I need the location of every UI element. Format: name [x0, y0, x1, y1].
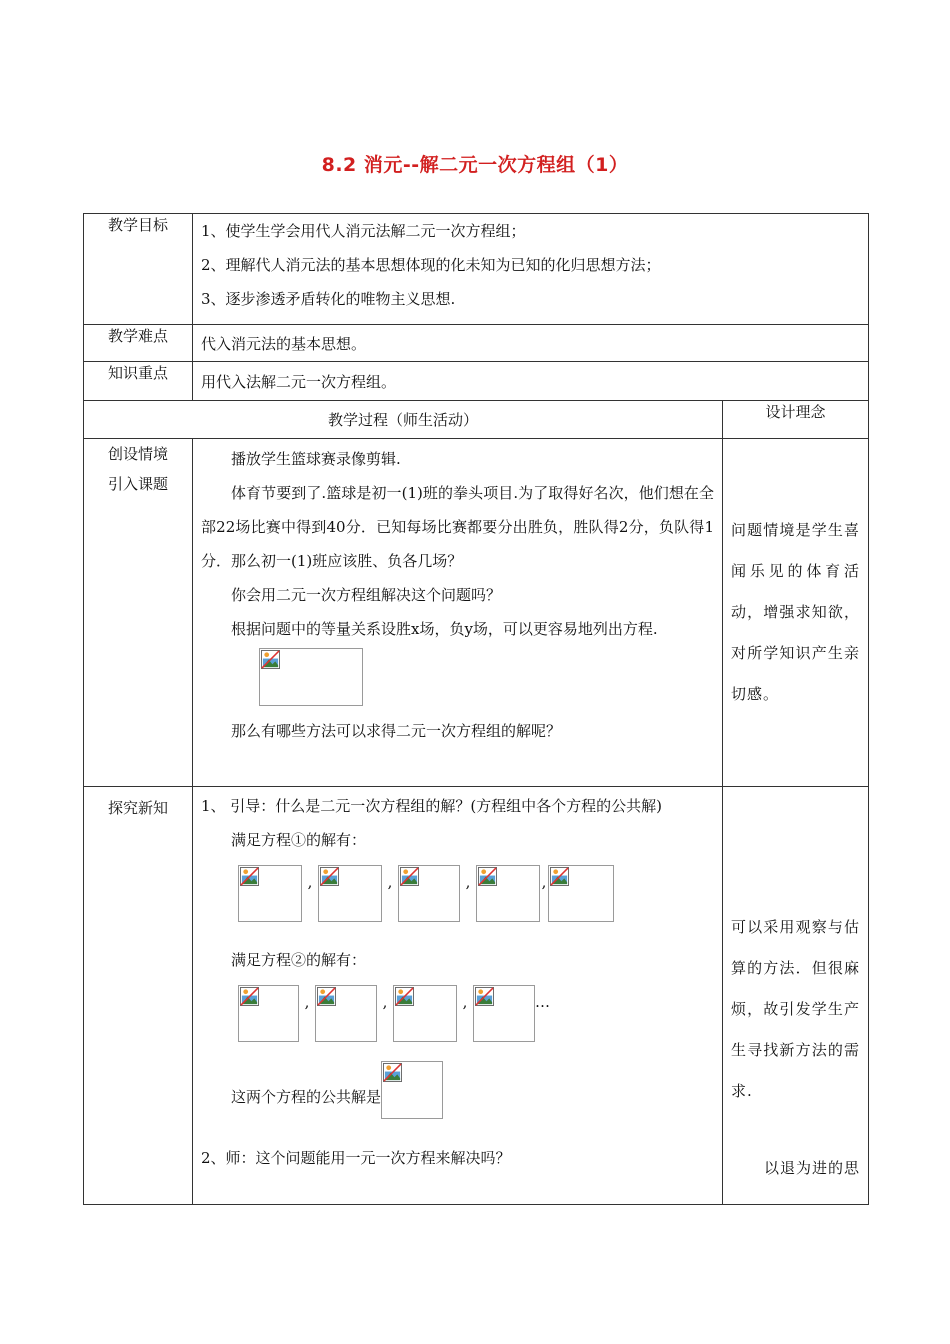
solution-image	[473, 985, 535, 1042]
process-header-row	[84, 401, 869, 439]
explore-question-1: 1、 引导：什么是二元一次方程组的解？(方程组中各个方程的公共解)	[201, 797, 663, 815]
explore-design-note-2: 以退为进的思	[764, 1159, 861, 1177]
process-header-left: 教学过程（师生活动）	[84, 401, 723, 439]
broken-image-icon	[317, 987, 336, 1006]
equation-2-solutions	[201, 977, 714, 1053]
equation-system-image	[259, 648, 363, 706]
separator: ,	[541, 873, 547, 891]
explore-row	[84, 787, 869, 1205]
document-title: 8.2 消元--解二元一次方程组（1）	[321, 154, 629, 176]
intro-label	[84, 439, 193, 787]
intro-paragraph: 你会用二元一次方程组解决这个问题吗？	[231, 586, 502, 604]
intro-paragraph: 播放学生篮球赛录像剪辑.	[231, 450, 401, 468]
solution-image	[393, 985, 457, 1042]
process-header-right: 设计理念	[723, 401, 869, 439]
explore-content	[193, 787, 723, 1205]
objectives-content	[193, 214, 869, 325]
lesson-plan-table	[83, 213, 869, 1205]
intro-label-line1: 创设情境	[107, 445, 168, 463]
solution-image	[548, 865, 614, 922]
equation-1-solutions	[201, 857, 714, 935]
keypoint-row	[84, 362, 869, 401]
broken-image-icon	[475, 987, 494, 1006]
explore-question-2: 2、师：这个问题能用一元一次方程来解决吗？	[201, 1149, 511, 1167]
solution-image	[238, 865, 302, 922]
solution-image	[315, 985, 377, 1042]
solution-image	[476, 865, 540, 922]
common-solution-line	[201, 1061, 714, 1123]
intro-label-line2: 引入课题	[107, 475, 168, 493]
ellipsis: …	[535, 993, 550, 1011]
solution-image	[318, 865, 382, 922]
keypoint-text: 用代入法解二元一次方程组。	[201, 372, 397, 391]
objective-item: 2、理解代人消元法的基本思想体现的化未知为已知的化归思想方法；	[201, 256, 661, 274]
common-solution-image	[381, 1061, 443, 1119]
separator: ,	[465, 873, 471, 891]
intro-paragraph: 体育节要到了.篮球是初一(1)班的拳头项目.为了取得好名次，他们想在全部22场比赛中得到40分．已知每场比赛都要分出胜负，胜队得2分，负队得1分．那么初一(1)班应该胜、负各几场？	[201, 484, 714, 570]
intro-paragraph: 那么有哪些方法可以求得二元一次方程组的解呢？	[231, 722, 562, 740]
intro-paragraph: 根据问题中的等量关系设胜x场，负y场，可以更容易地列出方程.	[231, 620, 658, 638]
separator: ,	[387, 873, 393, 891]
broken-image-icon	[550, 867, 569, 886]
difficulty-text: 代入消元法的基本思想。	[201, 334, 367, 353]
objective-item: 3、逐步渗透矛盾转化的唯物主义思想.	[201, 290, 456, 308]
equation-1-caption: 满足方程①的解有：	[231, 831, 367, 849]
objective-item: 1、使学生学会用代人消元法解二元一次方程组；	[201, 222, 526, 240]
separator: ,	[307, 873, 313, 891]
broken-image-icon	[395, 987, 414, 1006]
intro-content	[193, 439, 723, 787]
equation-2-caption: 满足方程②的解有：	[231, 951, 367, 969]
solution-image	[398, 865, 460, 922]
intro-design-note: 问题情境是学生喜闻乐见的体育活动，增强求知欲，对所学知识产生亲切感。	[731, 521, 861, 703]
objectives-row	[84, 214, 869, 325]
broken-image-icon	[240, 987, 259, 1006]
separator: ,	[382, 993, 388, 1011]
difficulty-label: 教学难点	[84, 325, 193, 362]
broken-image-icon	[383, 1063, 402, 1082]
broken-image-icon	[478, 867, 497, 886]
separator: ,	[304, 993, 310, 1011]
explore-label: 探究新知	[84, 787, 193, 1205]
difficulty-row	[84, 325, 869, 362]
broken-image-icon	[261, 650, 280, 669]
broken-image-icon	[400, 867, 419, 886]
broken-image-icon	[240, 867, 259, 886]
objectives-label: 教学目标	[84, 214, 193, 325]
broken-image-icon	[320, 867, 339, 886]
intro-row	[84, 439, 869, 787]
keypoint-label: 知识重点	[84, 362, 193, 401]
separator: ,	[462, 993, 468, 1011]
solution-image	[238, 985, 299, 1042]
explore-design-note: 可以采用观察与估算的方法．但很麻烦，故引发学生产生寻找新方法的需求.	[731, 918, 861, 1100]
common-solution-label: 这两个方程的公共解是	[231, 1088, 382, 1106]
